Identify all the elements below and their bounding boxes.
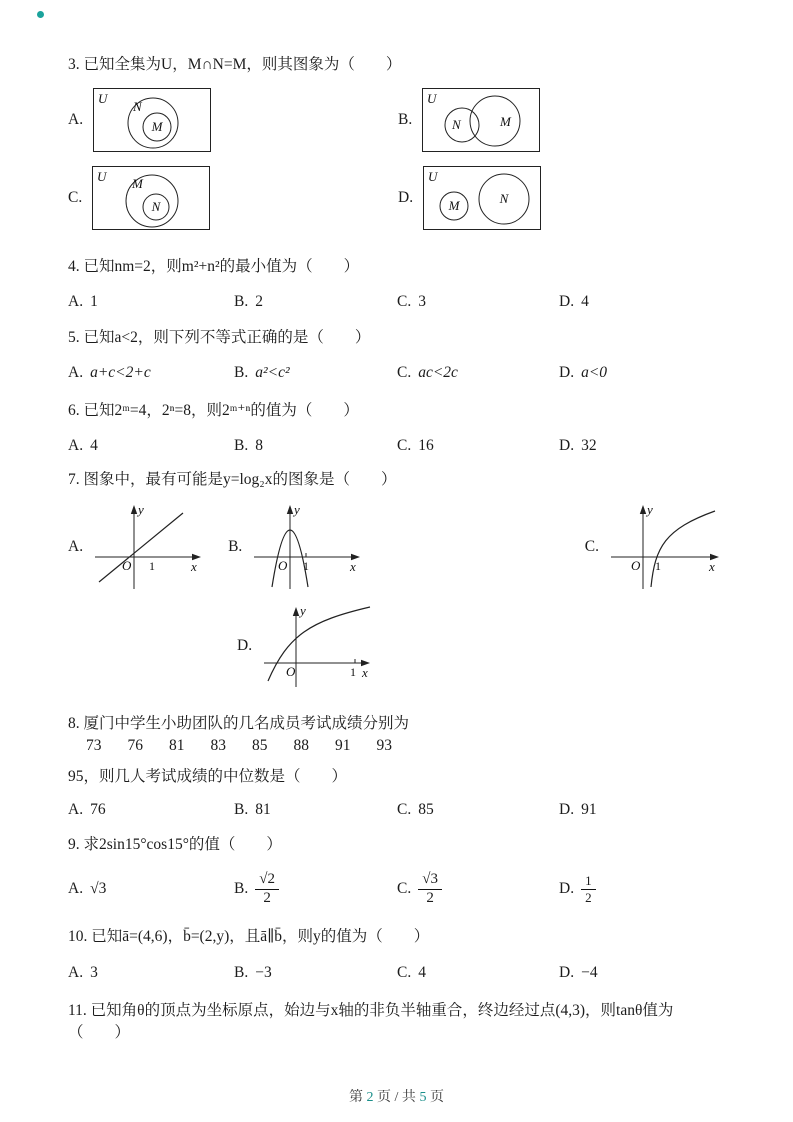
y-axis-label: y [300, 603, 306, 618]
option-d-label: D. [559, 801, 575, 818]
option-a [68, 364, 234, 382]
origin-label: O [122, 558, 132, 573]
option-b [234, 801, 397, 819]
universe-rect [93, 167, 210, 230]
option-d-label: D. [398, 189, 414, 206]
tick-one-label: 1 [350, 665, 357, 679]
tick-one-label: 1 [303, 559, 310, 573]
option-d-label: D. [559, 437, 575, 454]
option-d-value: −4 [581, 964, 598, 981]
universe-label: U [98, 91, 108, 106]
score-value: 85 [252, 737, 268, 754]
question-6-options [68, 437, 727, 455]
question-5-stem: 5. 已知a<2，则下列不等式正确的是（ ） [68, 329, 371, 346]
option-c-label: C. [584, 538, 599, 555]
graph-option-d [237, 601, 380, 691]
option-c-fraction [418, 872, 442, 907]
option-c-label: C. [397, 964, 412, 981]
graph-option-b [228, 499, 370, 595]
question-7 [68, 469, 727, 691]
option-d-value: 4 [581, 293, 589, 310]
score-value: 91 [335, 737, 351, 754]
venn-diagram-d [423, 166, 541, 230]
option-a-label: A. [68, 801, 84, 818]
option-c-value: 16 [418, 437, 434, 454]
y-axis-arrow [640, 505, 646, 514]
score-value: 73 [86, 737, 102, 754]
venn-option-d [398, 166, 727, 230]
origin-label: O [286, 664, 296, 679]
option-a-value: 76 [90, 801, 106, 818]
fraction-numerator: 1 [581, 874, 596, 890]
origin-label: O [631, 558, 641, 573]
y-axis-label: y [138, 502, 144, 517]
fraction-numerator: √2 [255, 872, 279, 890]
option-a [68, 801, 234, 819]
x-axis-label: x [191, 559, 197, 574]
option-c [397, 872, 559, 907]
option-d-label: D. [559, 293, 575, 310]
option-d [559, 801, 727, 819]
right-circle [470, 96, 520, 146]
inner-circle-label: M [151, 119, 163, 134]
right-circle-label: M [500, 114, 512, 129]
option-b-value: 2 [255, 293, 263, 310]
footer-total-pages: 5 [419, 1090, 427, 1105]
option-a-label: A. [68, 880, 84, 897]
question-4-options [68, 293, 727, 311]
y-axis-arrow [293, 607, 299, 616]
option-b-fraction [255, 872, 279, 907]
question-3-diagrams [68, 88, 727, 230]
option-d [559, 874, 727, 904]
option-a-value: a+c<2+c [90, 364, 151, 381]
option-b [234, 964, 397, 982]
option-a-label: A. [68, 293, 84, 310]
option-d-value: a<0 [581, 364, 608, 381]
tick-one-label: 1 [655, 559, 661, 573]
question-8-intro: 8. 厦门中学生小助团队的几名成员考试成绩分别为 [68, 715, 410, 732]
question-8 [68, 713, 727, 819]
score-value: 81 [169, 737, 185, 754]
option-a [68, 964, 234, 982]
left-circle-label: N [452, 117, 461, 132]
option-d-label: D. [559, 880, 575, 897]
outer-circle-label: M [132, 176, 144, 191]
option-b [234, 364, 397, 382]
footer-prefix: 第 [349, 1090, 367, 1105]
score-value: 88 [293, 737, 309, 754]
option-a-value: 3 [90, 964, 98, 981]
y-axis-label: y [647, 502, 653, 517]
option-c-label: C. [68, 189, 83, 206]
y-axis-arrow [287, 505, 293, 514]
option-b-label: B. [228, 538, 243, 555]
option-c-label: C. [397, 293, 412, 310]
question-9-options [68, 866, 727, 912]
question-6 [68, 400, 727, 455]
venn-diagram-a [93, 88, 211, 152]
question-7-stem: 7. 图象中，最有可能是y=log₂x的图象是（ ） [68, 471, 397, 488]
option-a-label: A. [68, 437, 84, 454]
right-circle-label: N [499, 191, 509, 206]
option-b-label: B. [234, 293, 249, 310]
score-value: 83 [210, 737, 226, 754]
option-c [397, 293, 559, 311]
option-c [397, 964, 559, 982]
option-b-value: a²<c² [255, 364, 290, 381]
option-c [397, 801, 559, 819]
question-3-stem: 3. 已知全集为U，M∩N=M，则其图象为（ ） [68, 56, 402, 73]
option-b-label: B. [234, 880, 249, 897]
option-c-value: 85 [418, 801, 434, 818]
fraction-denominator: 2 [585, 889, 592, 905]
universe-label: U [97, 169, 107, 184]
option-d-label: D. [237, 637, 253, 654]
option-a-value: √3 [90, 880, 107, 897]
option-d-label: D. [559, 364, 575, 381]
option-c-label: C. [397, 364, 412, 381]
tick-one-label: 1 [149, 559, 156, 573]
question-3 [68, 54, 727, 230]
option-d-value: 32 [581, 437, 597, 454]
footer-mid: 页 / 共 [373, 1090, 420, 1105]
option-d [559, 364, 727, 382]
footer-page-number: 2 [366, 1090, 374, 1105]
option-c-value: ac<2c [418, 364, 458, 381]
outer-circle-label: N [133, 99, 142, 114]
question-8-stem-line2: 95，则几人考试成绩的中位数是（ ） [68, 768, 348, 785]
venn-option-a [68, 88, 398, 152]
footer-suffix: 页 [426, 1090, 444, 1105]
straight-line-curve [99, 513, 183, 582]
universe-label: U [428, 169, 438, 184]
page-marker-dot [37, 11, 44, 18]
option-a-label: A. [68, 964, 84, 981]
option-b-value: 8 [255, 437, 263, 454]
left-circle-label: M [448, 198, 460, 213]
option-a-value: 1 [90, 293, 98, 310]
x-axis-label: x [362, 665, 368, 680]
option-d-value: 91 [581, 801, 597, 818]
question-7-graphs-row-2 [68, 601, 727, 691]
option-c-value: 3 [418, 293, 426, 310]
graph-option-a [68, 499, 211, 595]
option-c-value: 4 [418, 964, 426, 981]
option-b-label: B. [234, 801, 249, 818]
origin-label: O [278, 558, 288, 573]
option-a-label: A. [68, 538, 84, 555]
universe-rect [424, 167, 541, 230]
fraction-numerator: √3 [418, 872, 442, 890]
question-11 [68, 1000, 727, 1044]
option-d-label: D. [559, 964, 575, 981]
graph-d-shifted-curve [258, 601, 380, 691]
question-5 [68, 327, 727, 382]
inner-circle-label: N [151, 199, 161, 214]
option-b-value: 81 [255, 801, 271, 818]
fraction-denominator: 2 [263, 889, 271, 906]
option-c-label: C. [397, 880, 412, 897]
option-d-fraction [581, 874, 596, 904]
question-9-stem: 9. 求2sin15°cos15°的值（ ） [68, 836, 282, 853]
fraction-denominator: 2 [426, 889, 434, 906]
question-11-stem: 11. 已知角θ的顶点为坐标原点，始边与x轴的非负半轴重合，终边经过点(4,3)，则tanθ值为（ ） [68, 1002, 674, 1041]
option-b [234, 437, 397, 455]
score-value: 76 [127, 737, 143, 754]
graph-a-line [89, 499, 211, 595]
x-axis-label: x [350, 559, 357, 574]
option-a [68, 880, 234, 898]
venn-diagram-b [422, 88, 540, 152]
option-d [559, 437, 727, 455]
option-d [559, 964, 727, 982]
option-c-label: C. [397, 801, 412, 818]
question-4 [68, 256, 727, 311]
option-b [234, 293, 397, 311]
option-a-label: A. [68, 364, 84, 381]
question-9 [68, 834, 727, 912]
option-c [397, 437, 559, 455]
universe-label: U [427, 91, 437, 106]
option-b-label: B. [234, 364, 249, 381]
question-7-graphs-row-1 [68, 499, 727, 595]
question-8-options [68, 801, 727, 819]
option-a [68, 293, 234, 311]
venn-diagram-c [92, 166, 210, 230]
venn-option-b [398, 88, 727, 152]
question-10-options [68, 964, 727, 982]
venn-option-c [68, 166, 398, 230]
graph-c-log-curve [605, 499, 727, 595]
question-8-stem-line1 [68, 713, 727, 757]
left-circle [445, 108, 479, 142]
x-axis-label: x [709, 559, 715, 574]
log-curve [651, 511, 715, 587]
y-axis-arrow [131, 505, 137, 514]
option-a-value: 4 [90, 437, 98, 454]
option-b-label: B. [234, 964, 249, 981]
option-b-value: −3 [255, 964, 272, 981]
option-a [68, 437, 234, 455]
question-6-stem: 6. 已知2ᵐ=4，2ⁿ=8，则2ᵐ⁺ⁿ的值为（ ） [68, 402, 359, 419]
option-d [559, 293, 727, 311]
graph-option-c [585, 499, 727, 595]
option-b-label: B. [234, 437, 249, 454]
option-a-label: A. [68, 111, 84, 128]
graph-b-parabola [248, 499, 370, 595]
y-axis-label: y [294, 502, 301, 517]
option-c [397, 364, 559, 382]
question-10 [68, 926, 727, 982]
question-10-stem: 10. 已知ā=(4,6)，b̄=(2,y)，且ā∥b̄，则y的值为（ ） [68, 928, 430, 945]
option-b-label: B. [398, 111, 413, 128]
score-value: 93 [376, 737, 392, 754]
question-5-options [68, 364, 727, 382]
page-footer [0, 1086, 793, 1106]
option-b [234, 872, 397, 907]
question-4-stem: 4. 已知nm=2，则m²+n²的最小值为（ ） [68, 258, 360, 275]
option-c-label: C. [397, 437, 412, 454]
